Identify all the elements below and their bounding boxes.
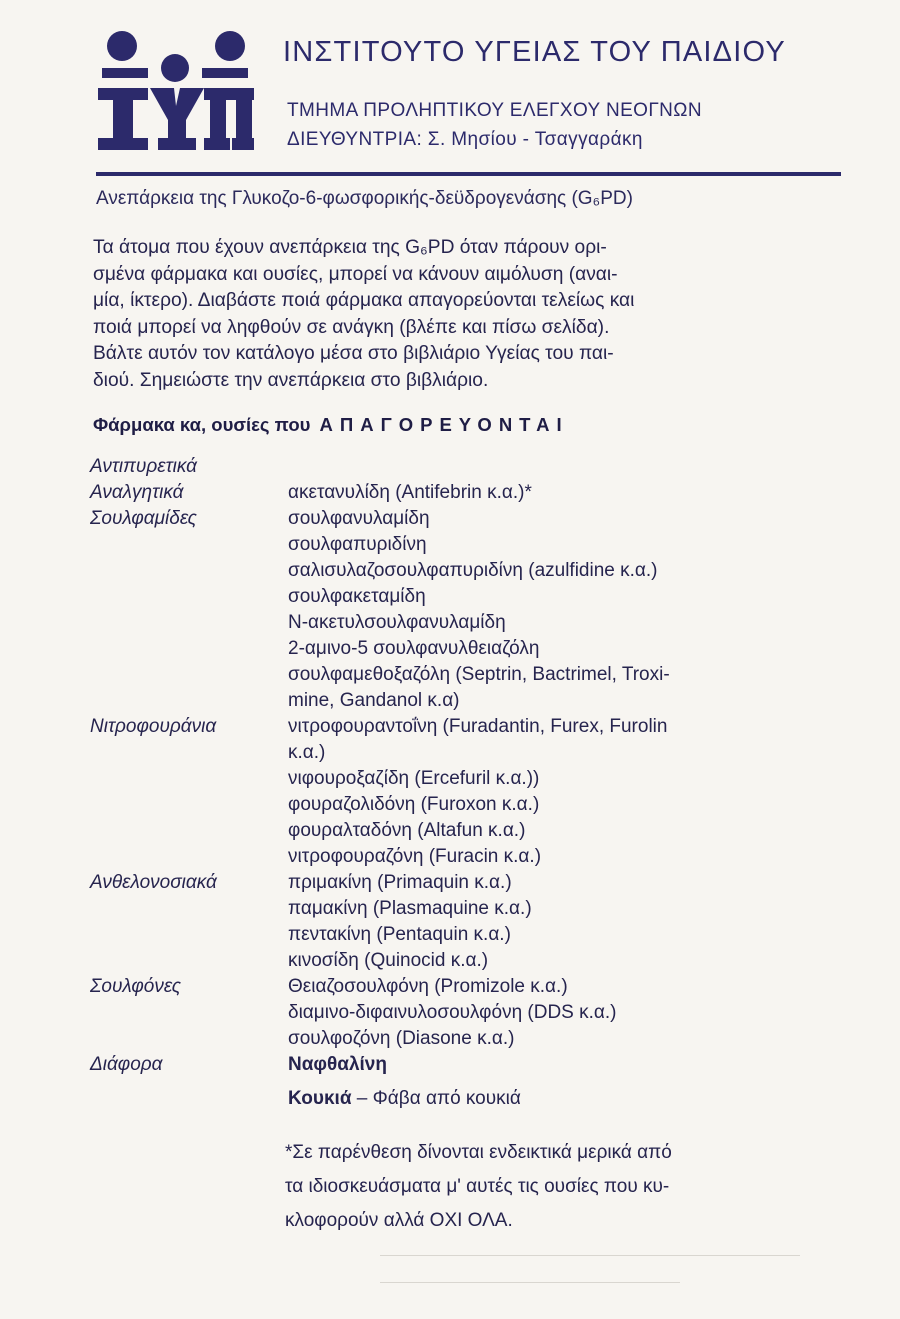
drug-row [90, 662, 850, 688]
footnote-line: κλοφορούν αλλά ΟΧΙ ΟΛΑ. [285, 1210, 513, 1231]
drug-row [90, 1052, 850, 1078]
drug-row [90, 896, 850, 922]
drug-name: Ναφθαλίνη [288, 1054, 387, 1075]
drug-name: παμακίνη (Plasmaquine κ.α.) [288, 898, 532, 919]
drug-name: ακετανυλίδη (Antifebrin κ.α.)* [288, 482, 532, 503]
drug-name: πεντακίνη (Pentaquin κ.α.) [288, 924, 511, 945]
institute-logo [96, 28, 254, 158]
drug-row [90, 844, 850, 870]
drug-name: σαλισυλαζοσουλφαπυριδίνη (azulfidine κ.α.) [288, 560, 658, 581]
footnote [285, 1136, 845, 1238]
header-divider [96, 172, 841, 176]
drug-category: Σουλφόνες [90, 976, 181, 997]
drug-name: διαμινο-διφαινυλοσουλφόνη (DDS κ.α.) [288, 1002, 617, 1023]
drug-row [90, 454, 850, 480]
drug-row [90, 766, 850, 792]
drug-name: Ν-ακετυλσουλφανυλαμίδη [288, 612, 506, 633]
drug-name: mine, Gandanol κ.α) [288, 690, 460, 711]
drug-category: Ανθελονοσιακά [90, 872, 217, 893]
intro-line: διού. Σημειώστε την ανεπάρκεια στο βιβλιάριο. [93, 369, 489, 391]
scan-artifact [380, 1282, 680, 1283]
section-heading-emphasis: ΑΠΑΓΟΡΕΥΟΝΤΑΙ [319, 414, 569, 435]
drug-category: Διάφορα [90, 1054, 163, 1075]
drug-name [288, 1086, 521, 1112]
drug-row [90, 740, 850, 766]
drug-category: Αναλγητικά [90, 482, 184, 503]
drug-category: Αντιπυρετικά [90, 456, 197, 477]
footnote-line: *Σε παρένθεση δίνονται ενδεικτικά μερικά από [285, 1142, 672, 1163]
drug-name: σουλφακεταμίδη [288, 586, 426, 607]
department-title: ΤΜΗΜΑ ΠΡΟΛΗΠΤΙΚΟΥ ΕΛΕΓΧΟΥ ΝΕΟΓΝΩΝ [287, 100, 703, 121]
drug-row [90, 1026, 850, 1052]
drug-name: φουραζολιδόνη (Furoxon κ.α.) [288, 794, 540, 815]
drug-name: νιτροφουραντοΐνη (Furadantin, Furex, Furolin [288, 716, 668, 737]
intro-line: Βάλτε αυτόν τον κατάλογο μέσα στο βιβλιάριο Υγείας του παι- [93, 343, 614, 365]
intro-line: σμένα φάρμακα και ουσίες, μπορεί να κάνουν αιμόλυση (αναι- [93, 263, 618, 285]
drug-row [90, 870, 850, 896]
drug-row [90, 948, 850, 974]
drug-row [90, 792, 850, 818]
intro-line: μία, ίκτερο). Διαβάστε ποιά φάρμακα απαγορεύονται τελείως και [93, 290, 635, 312]
drug-name: Θειαζοσουλφόνη (Promizole κ.α.) [288, 976, 568, 997]
director-line: ΔΙΕΥΘΥΝΤΡΙΑ: Σ. Μησίου - Τσαγγαράκη [287, 129, 643, 150]
drug-row [90, 688, 850, 714]
drug-row [90, 480, 850, 506]
drug-row [90, 974, 850, 1000]
drug-category: Σουλφαμίδες [90, 508, 197, 529]
drug-row [90, 1000, 850, 1026]
institute-title: ΙΝΣΤΙΤΟΥΤΟ ΥΓΕΙΑΣ ΤΟΥ ΠΑΙΔΙΟΥ [283, 36, 786, 68]
drug-list [90, 454, 850, 1112]
drug-name: σουλφοζόνη (Diasone κ.α.) [288, 1028, 515, 1049]
section-heading-prefix: Φάρμακα κα, ουσίες που [93, 414, 311, 435]
drug-row [90, 506, 850, 532]
drug-name: σουλφαμεθοξαζόλη (Septrin, Bactrimel, Troxi- [288, 664, 670, 685]
drug-row-fava [90, 1086, 850, 1112]
drug-name: 2-αμινο-5 σουλφανυλθειαζόλη [288, 638, 540, 659]
fava-bold: Κουκιά [288, 1088, 352, 1109]
document-subtitle: Ανεπάρκεια της Γλυκοζο-6-φωσφορικής-δεϋδρογενάσης (G₆PD) [96, 188, 633, 209]
drug-row [90, 714, 850, 740]
section-heading [93, 414, 569, 436]
drug-name: πριμακίνη (Primaquin κ.α.) [288, 872, 512, 893]
drug-category: Νιτροφουράνια [90, 716, 217, 737]
drug-name: σουλφαπυριδίνη [288, 534, 427, 555]
drug-name: κ.α.) [288, 742, 326, 763]
fava-rest: – Φάβα από κουκιά [351, 1088, 521, 1109]
drug-name: νιτροφουραζόνη (Furacin κ.α.) [288, 846, 542, 867]
drug-name: κινοσίδη (Quinocid κ.α.) [288, 950, 489, 971]
drug-row [90, 558, 850, 584]
drug-row [90, 922, 850, 948]
drug-name: φουραλταδόνη (Altafun κ.α.) [288, 820, 526, 841]
drug-row [90, 610, 850, 636]
drug-name: νιφουροξαζίδη (Ercefuril κ.α.)) [288, 768, 540, 789]
drug-row [90, 532, 850, 558]
intro-line: Τα άτομα που έχουν ανεπάρκεια της G₆PD όταν πάρουν ορι- [93, 237, 607, 258]
intro-paragraph [93, 235, 838, 395]
drug-name: σουλφανυλαμίδη [288, 508, 430, 529]
scan-artifact [380, 1255, 800, 1256]
footnote-line: τα ιδιοσκευάσματα μ' αυτές τις ουσίες που κυ- [285, 1176, 670, 1197]
drug-row [90, 636, 850, 662]
intro-line: ποιά μπορεί να ληφθούν σε ανάγκη (βλέπε και πίσω σελίδα). [93, 316, 610, 338]
drug-row [90, 584, 850, 610]
drug-row [90, 818, 850, 844]
